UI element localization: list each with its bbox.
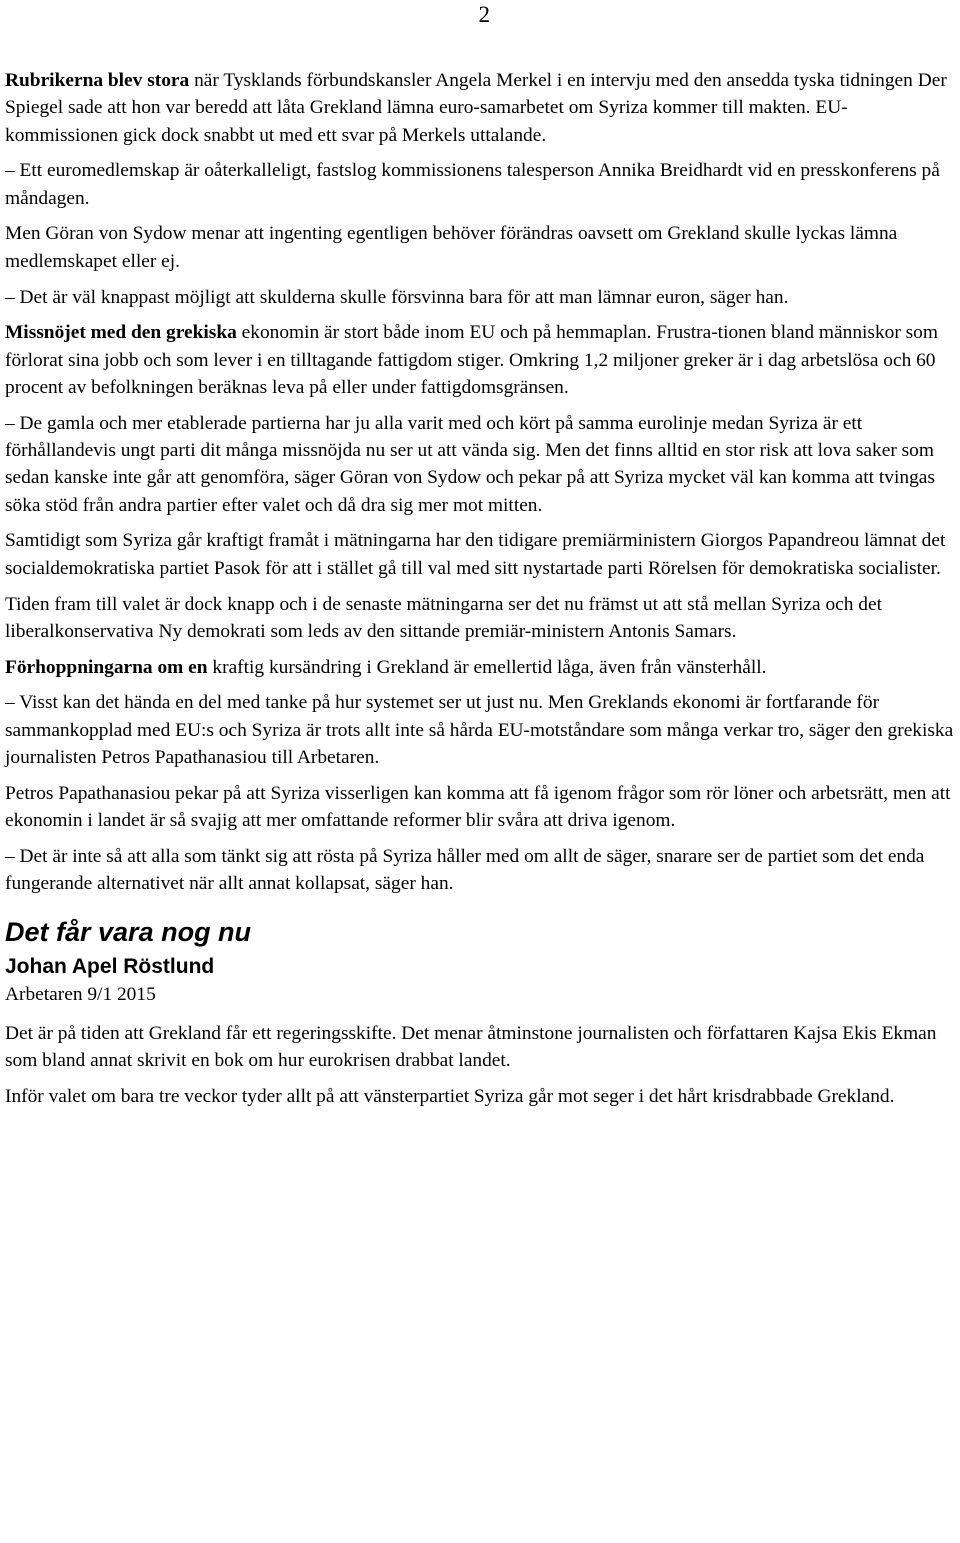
paragraph-text: – Visst kan det hända en del med tanke på hur systemet ser ut just nu. Men Greklands ekonomi är fortfarande för sammankopplad med EU:s och Syriza är trots allt inte så hårda EU-motståndare som många verkar tro, säger den grekiska journalisten Petros Papathanasiou till Arbetaren. [5,692,954,769]
paragraph [5,843,955,898]
paragraph: Det är på tiden att Grekland får ett regeringsskifte. Det menar åtminstone journalisten och författaren Kajsa Ekis Ekman som bland annat skrivit en bok om hur eurokrisen drabbat landet. [5,1022,937,1071]
paragraph-text: när Tysklands förbundskansler Angela Merkel i en intervju med den ansedda tyska tidningen Der Spiegel sade att hon var beredd att låta Grekland lämna euro-samarbetet om Syriza kommer till makten. EU-kommissionen gick dock snabbt ut med ett svar på Merkels uttalande. [5,70,947,146]
document-body [5,67,955,1118]
paragraph [5,527,955,582]
paragraph-text: Tiden fram till valet är dock knapp och i de senaste mätningarna ser det nu främst ut att stå mellan Syriza och det liberalkonservativa Ny demokrati som leds av den sittande premiär-ministern Antonis Samars. [5,593,882,642]
lead-in: Förhoppningarna om en [5,656,208,678]
paragraph [5,319,955,401]
article-author: Johan Apel Röstlund [5,954,215,978]
paragraph [5,689,955,771]
paragraph-text: kraftig kursändring i Grekland är emellertid låga, även från vänsterhåll. [207,656,767,678]
paragraph [5,284,955,311]
paragraph [5,67,955,149]
paragraph [5,591,955,646]
paragraph-text: ekonomin är stort både inom EU och på hemmaplan. Frustra-tionen bland människor som förlorat sina jobb och som lever i en tilltagande fattigdom stiger. Omkring 1,2 miljoner greker är i dag arbetslösa och 60 procent av befolkningen beräknas leva på eller under fattigdomsgränsen. [5,322,938,398]
paragraph [5,654,955,681]
paragraph-text: Men Göran von Sydow menar att ingenting egentligen behöver förändras oavsett om Grekland skulle lyckas lämna medlemskapet eller ej. [5,223,898,272]
paragraph-text: – Ett euromedlemskap är oåterkalleligt, fastslog kommissionens talesperson Annika Breidhardt vid en presskonferens på måndagen. [5,160,940,209]
paragraph [5,157,955,212]
paragraph [5,780,955,835]
paragraph-text: – Det är väl knappast möjligt att skulderna skulle försvinna bara för att man lämnar euron, säger han. [5,286,789,308]
article-source: Arbetaren 9/1 2015 [5,983,156,1005]
lead-in: Missnöjet med den grekiska [5,322,237,344]
paragraph-text: – Det är inte så att alla som tänkt sig att rösta på Syriza håller med om allt de säger, snarare ser de partiet som det enda fungerande alternativet när allt annat kollapsat, säger han. [5,845,925,895]
paragraph [5,410,955,519]
page-number: 2 [478,2,490,27]
paragraph-text: Petros Papathanasiou pekar på att Syriza visserligen kan komma att få igenom frågor som rör löner och arbetsrätt, men att ekonomin i landet är så svajig att mer omfattande reformer blir svåra att driva igenom. [5,782,951,832]
article-heading: Det får vara nog nu [5,916,252,947]
paragraph [5,220,955,275]
paragraph: Inför valet om bara tre veckor tyder allt på att vänsterpartiet Syriza går mot seger i det hårt krisdrabbade Grekland. [5,1085,895,1107]
lead-in: Rubrikerna blev stora [5,70,190,91]
paragraph-text: Samtidigt som Syriza går kraftigt framåt i mätningarna har den tidigare premiärministern Giorgos Papandreou lämnat det socialdemokratiska partiet Pasok för att i stället gå till val med sitt nystartade parti Rörelsen för demokratiska socialister. [5,530,946,579]
paragraph-text: – De gamla och mer etablerade partierna har ju alla varit med och kört på samma eurolinje medan Syriza är ett förhållandevis ungt parti dit många missnöjda nu ser ut att vända sig. Men det finns alltid en stor risk att lova saker som sedan kanske inte går att genomföra, säger Göran von Sydow och pekar på att Syriza mycket väl kan komma att tvingas söka stöd från andra partier efter valet och då dra sig mer mot mitten. [5,412,935,516]
